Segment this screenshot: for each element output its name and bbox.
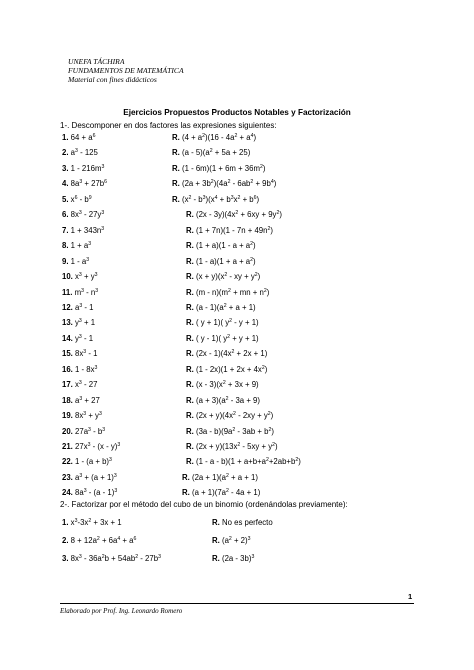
exercise-number: 7. <box>62 225 71 235</box>
exercise-problem <box>62 457 112 466</box>
exercise-problem <box>62 288 98 297</box>
exercise-answer <box>182 473 258 482</box>
exercise-problem <box>62 164 104 173</box>
exercise-expression: $y^3 + 1$ <box>75 318 96 328</box>
exercise-problem <box>62 349 97 358</box>
exercise-number: 8. <box>62 241 71 251</box>
exercise-problem <box>62 536 136 545</box>
answer-expression: $(3a - b)(9a^2 - 3ab + b^2)$ <box>195 426 274 436</box>
exercise-answer <box>212 554 254 563</box>
exercise-problem <box>62 210 104 219</box>
exercise-expression: $8x^3 - 1$ <box>75 349 98 359</box>
exercise-number: 21. <box>62 442 76 451</box>
exercise-expression: $x^3-3x^2 + 3x + 1$ <box>70 518 122 527</box>
answer-prefix: R. <box>212 518 222 527</box>
exercise-expression: $1 - 216m^3$ <box>70 163 105 173</box>
answer-expression: $(a - 5)(a^2 + 5a + 25)$ <box>181 148 251 158</box>
exercise-answer <box>172 179 276 188</box>
exercise-problem <box>62 365 97 374</box>
exercise-expression: $x^6 - b^9$ <box>70 194 92 204</box>
answer-expression: $(2a + 1)(a^2 + a + 1)$ <box>191 472 258 482</box>
page-title: Ejercicios Propuestos Productos Notables y Factorización <box>123 108 351 117</box>
exercise-problem <box>62 473 117 482</box>
exercise-number: 4. <box>62 179 71 189</box>
header-institution: UNEFA TÁCHIRA <box>68 57 125 66</box>
exercise-answer <box>186 318 259 327</box>
page-number: 1 <box>408 592 413 601</box>
answer-expression: $(1 - 6m)(1 + 6m + 36m^2)$ <box>181 163 266 173</box>
exercise-expression: $1 + a^3$ <box>70 241 92 251</box>
exercise-problem <box>62 226 104 235</box>
exercise-problem <box>62 554 161 563</box>
answer-expression: $(1 + 7n)(1 - 7n + 49n^2)$ <box>195 225 273 235</box>
exercise-answer <box>186 288 269 297</box>
exercise-number: 14. <box>62 333 76 343</box>
document-header <box>68 57 184 85</box>
answer-prefix: R. <box>186 256 196 266</box>
answer-prefix: R. <box>186 395 196 405</box>
exercise-answer <box>186 303 256 312</box>
answer-expression: $(4 + a^2)(16 - 4a^2 + a^4)$ <box>181 133 257 142</box>
exercise-answer <box>186 457 301 466</box>
exercise-number: 19. <box>62 411 76 421</box>
exercise-problem <box>62 318 95 327</box>
exercise-problem <box>62 272 98 281</box>
exercise-expression: $a^3 + 27$ <box>75 395 100 405</box>
exercise-expression: $a^3 + (a + 1)^3$ <box>75 472 117 482</box>
exercise-problem <box>62 241 91 250</box>
exercise-number: 3. <box>62 163 71 173</box>
exercise-answer <box>172 195 259 204</box>
exercise-problem <box>62 411 102 420</box>
exercise-expression: $8a^3 - (a - 1)^3$ <box>75 488 118 498</box>
answer-prefix: R. <box>172 148 182 158</box>
exercise-number: 18. <box>62 395 76 405</box>
answer-prefix: R. <box>212 554 222 563</box>
footer-divider <box>60 603 414 604</box>
exercise-answer <box>186 210 282 219</box>
exercise-answer <box>172 148 250 157</box>
answer-expression: $(2x - 3y)(4x^2 + 6xy + 9y^2)$ <box>195 210 282 220</box>
exercise-expression: $a^3 - 1$ <box>75 302 94 312</box>
exercise-expression: $8a^3 + 27b^6$ <box>70 179 108 189</box>
exercise-number: 13. <box>62 318 76 328</box>
footer-credit: Elaborado por Prof. Ing. Leonardo Romero <box>60 607 183 615</box>
exercise-expression: $8x^3 - 36a^2b + 54ab^2 - 27b^3$ <box>70 554 161 563</box>
exercise-answer <box>212 536 251 545</box>
exercise-expression: $27x^3 - (x - y)^3$ <box>75 442 121 451</box>
answer-prefix: R. <box>172 133 182 142</box>
exercise-number: 20. <box>62 426 76 436</box>
header-course: FUNDAMENTOS DE MATEMÁTICA <box>68 66 184 76</box>
answer-prefix: R. <box>186 457 196 467</box>
section1-instruction: 1-. Descomponer en dos factores las expresiones siguientes: <box>60 121 277 130</box>
answer-expression: $(1 + a)(1 - a + a^2)$ <box>195 241 256 251</box>
exercise-number: 6. <box>62 210 71 220</box>
answer-expression: ( y + 1)( $y^2 - y + 1$) <box>195 318 259 328</box>
answer-expression: ( y - 1)( $y^2 + y + 1$) <box>195 333 259 343</box>
exercise-problem <box>62 195 92 204</box>
exercise-answer <box>186 427 274 436</box>
exercise-number: 12. <box>62 302 76 312</box>
exercise-expression: $m^3 - n^3$ <box>74 287 99 297</box>
exercise-answer <box>172 164 265 173</box>
answer-prefix: R. <box>186 287 196 297</box>
exercise-number: 3. <box>62 554 71 563</box>
answer-expression: $(2x + y)(13x^2 - 5xy + y^2)$ <box>195 442 278 451</box>
exercise-problem <box>62 380 97 389</box>
exercise-number: 10. <box>62 272 76 282</box>
exercise-answer <box>186 257 256 266</box>
answer-expression: (2a - 3b)$^3$ <box>221 554 255 563</box>
exercise-answer <box>186 411 273 420</box>
exercise-problem <box>62 518 122 527</box>
answer-prefix: R. <box>186 225 196 235</box>
exercise-number: 17. <box>62 380 76 390</box>
exercise-answer <box>186 241 256 250</box>
exercise-problem <box>62 442 120 451</box>
answer-expression: $(x - 3)(x^2 + 3x + 9)$ <box>195 380 259 390</box>
exercise-answer <box>186 380 259 389</box>
answer-prefix: R. <box>182 488 192 498</box>
exercise-expression: $8 + 12a^2 + 6a^4 + a^6$ <box>70 536 137 545</box>
exercise-number: 2. <box>62 148 71 158</box>
exercise-number: 16. <box>62 364 76 374</box>
exercise-problem <box>62 133 95 142</box>
exercise-expression: $1 + 343n^3$ <box>70 225 105 235</box>
exercise-number: 24. <box>62 488 76 498</box>
exercise-number: 23. <box>62 472 76 482</box>
answer-prefix: R. <box>212 536 222 545</box>
exercise-expression: $8x^3 + y^3$ <box>75 411 102 421</box>
answer-prefix: R. <box>182 472 192 482</box>
exercise-problem <box>62 488 117 497</box>
exercise-number: 5. <box>62 194 71 204</box>
exercise-answer <box>186 226 273 235</box>
answer-prefix: R. <box>186 210 196 220</box>
exercise-expression: $x^3 + y^3$ <box>75 272 98 282</box>
exercise-expression: $1 - a^3$ <box>70 256 90 266</box>
answer-expression: No es perfecto <box>221 518 273 527</box>
exercise-answer <box>186 334 259 343</box>
answer-prefix: R. <box>186 318 196 328</box>
answer-expression: $(2x + y)(4x^2 - 2xy + y^2)$ <box>195 411 274 421</box>
answer-expression: $(a - 1)(a^2 + a + 1)$ <box>195 302 256 312</box>
answer-prefix: R. <box>172 194 182 204</box>
exercise-number: 15. <box>62 349 76 359</box>
exercise-answer <box>186 365 267 374</box>
exercise-answer <box>212 518 273 527</box>
exercise-number: 2. <box>62 536 71 545</box>
answer-expression: $(a + 1)(7a^2 - 4a + 1)$ <box>191 488 261 498</box>
answer-expression: $(x + y)(x^2$ - xy + $y^2$) <box>195 272 261 282</box>
exercise-problem <box>62 427 105 436</box>
exercise-number: 1. <box>62 133 71 142</box>
exercise-expression: $x^3 - 27$ <box>75 380 98 390</box>
exercise-problem <box>62 396 100 405</box>
answer-prefix: R. <box>186 380 196 390</box>
answer-prefix: R. <box>186 411 196 421</box>
exercise-answer <box>186 442 278 451</box>
answer-prefix: R. <box>186 333 196 343</box>
answer-expression: $(a^2 + 2)^3$ <box>221 536 251 545</box>
answer-expression: $(1 - a - b)(1 + a+b+a^2+2ab+b^2)$ <box>195 457 301 467</box>
exercise-answer <box>182 488 260 497</box>
exercise-problem <box>62 148 98 157</box>
answer-expression: $(x^2 - b^3)(x^4 + b^3x^2 + b^6)$ <box>181 194 260 204</box>
exercise-problem <box>62 179 107 188</box>
answer-prefix: R. <box>172 163 182 173</box>
answer-prefix: R. <box>186 302 196 312</box>
exercise-expression: $y^3 - 1$ <box>75 333 94 343</box>
answer-expression: $(2x - 1)(4x^2 + 2x + 1)$ <box>195 349 268 359</box>
exercise-expression: $a^3 - 125$ <box>70 148 98 158</box>
exercise-expression: $8x^3 - 27y^3$ <box>70 210 105 220</box>
exercise-number: 1. <box>62 518 71 527</box>
exercise-answer <box>186 272 260 281</box>
answer-prefix: R. <box>172 179 182 189</box>
exercise-answer <box>186 349 267 358</box>
answer-expression: $(2a + 3b^2)(4a^2 - 6ab^2 + 9b^4)$ <box>181 179 277 189</box>
answer-expression: $(a + 3)(a^2 - 3a + 9)$ <box>195 395 260 405</box>
exercise-problem <box>62 257 89 266</box>
exercise-expression: $1 - 8x^3$ <box>75 364 98 374</box>
exercise-answer <box>172 133 256 142</box>
exercise-expression: $64 + a^6$ <box>70 133 96 142</box>
exercise-number: 9. <box>62 256 71 266</box>
answer-prefix: R. <box>186 364 196 374</box>
answer-expression: $(m - n)(m^2$ + mn + $n^2$) <box>195 287 270 297</box>
answer-expression: $(1 - 2x)(1 + 2x + 4x^2)$ <box>195 364 268 374</box>
answer-prefix: R. <box>186 442 196 451</box>
exercise-problem <box>62 303 94 312</box>
answer-expression: $(1 - a)(1 + a + a^2)$ <box>195 256 256 266</box>
header-note: Material con fines didácticos <box>68 75 157 85</box>
section2-instruction: 2-. Factorizar por el método del cubo de un binomio (ordenándolas previamente): <box>60 500 348 509</box>
exercise-answer <box>186 396 260 405</box>
exercise-expression: $1 - (a + b)^3$ <box>75 457 112 467</box>
exercise-number: 11. <box>62 287 75 297</box>
answer-prefix: R. <box>186 349 196 359</box>
answer-prefix: R. <box>186 426 196 436</box>
exercise-expression: $27a^3 - b^3$ <box>75 426 106 436</box>
exercise-problem <box>62 334 93 343</box>
exercise-number: 22. <box>62 457 76 467</box>
answer-prefix: R. <box>186 241 196 251</box>
answer-prefix: R. <box>186 272 196 282</box>
